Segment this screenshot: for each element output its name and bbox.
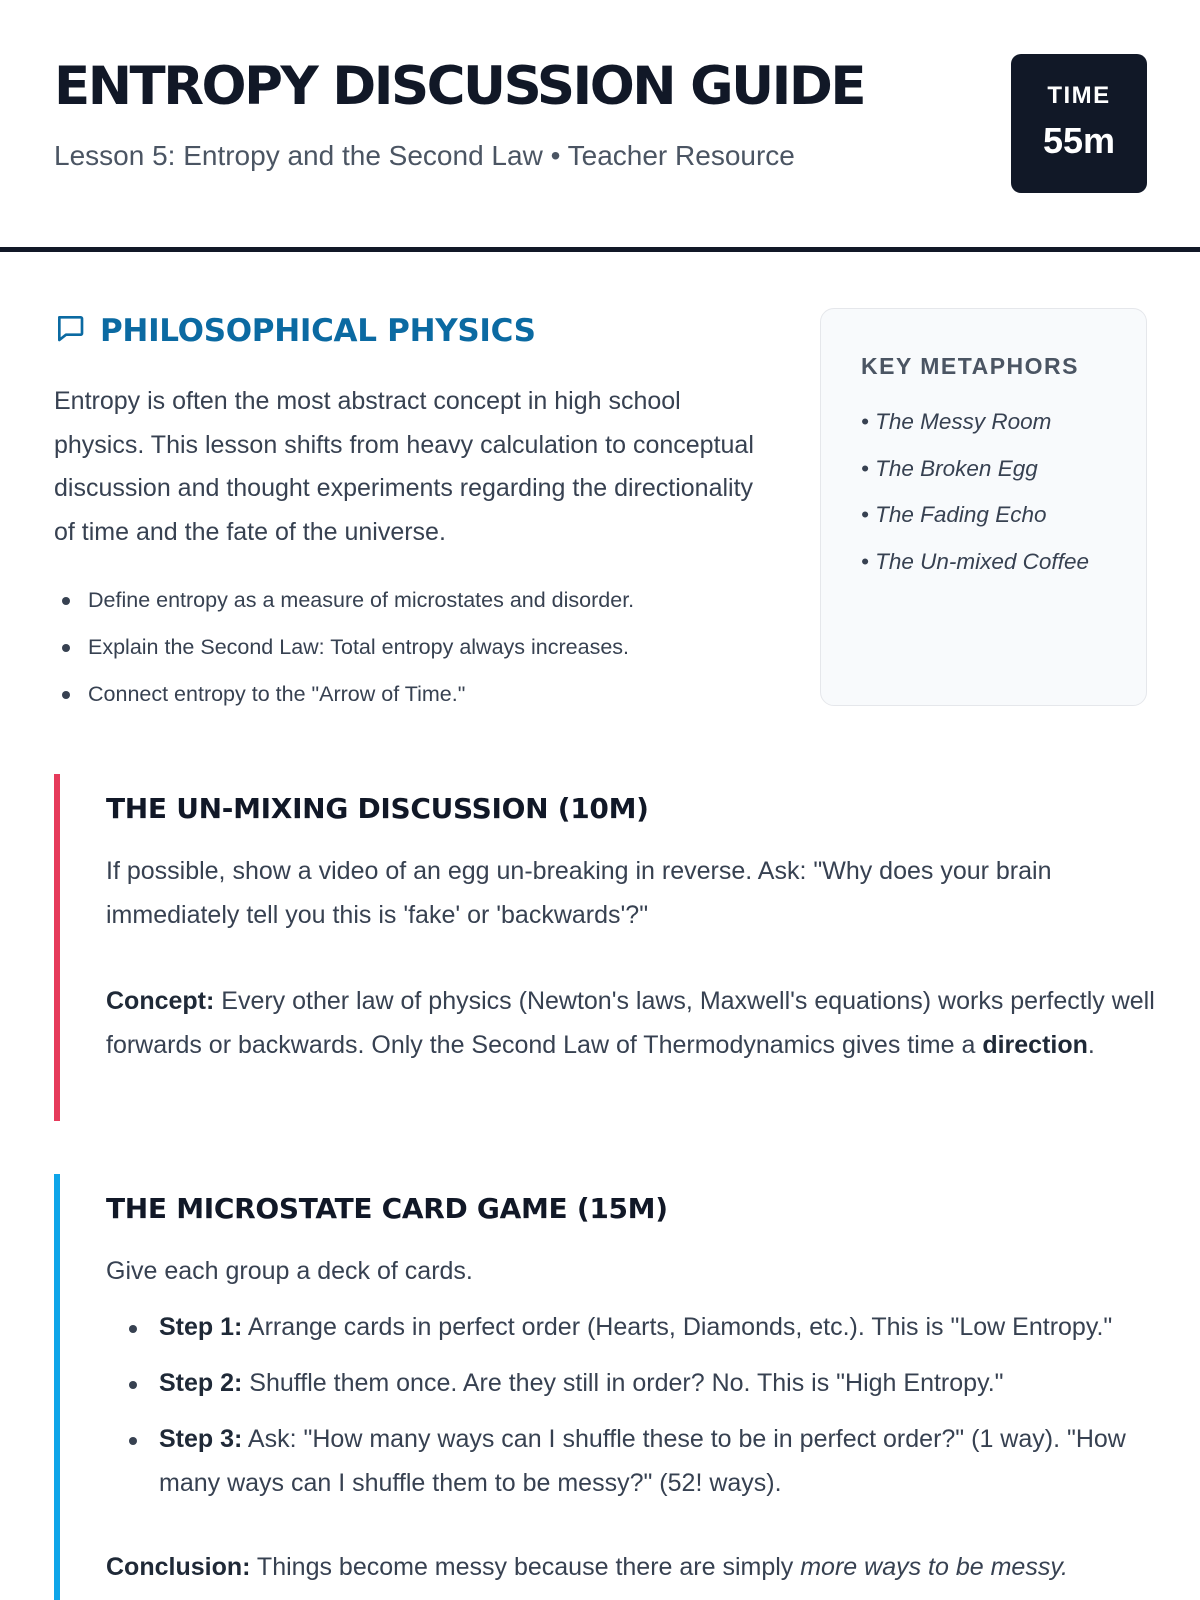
step-text: Ask: "How many ways can I shuffle these to be in perfect order?" (1 way). "How many ways can I shuffle them to be messy?" (52! ways). bbox=[159, 1425, 1126, 1497]
card-paragraph: If possible, show a video of an egg un-breaking in reverse. Ask: "Why does your brain immediately tell you this is 'fake' or 'backwards'?" bbox=[106, 857, 1052, 929]
list-item: Connect entropy to the "Arrow of Time." bbox=[54, 671, 774, 718]
step-label: Step 1: bbox=[159, 1313, 243, 1341]
card-title: THE UN-MIXING DISCUSSION (10M) bbox=[106, 792, 649, 825]
section-title: PHILOSOPHICAL PHYSICS bbox=[100, 312, 536, 349]
list-item: • The Un-mixed Coffee bbox=[861, 549, 1089, 575]
list-item: • The Fading Echo bbox=[861, 502, 1047, 528]
page-subtitle: Lesson 5: Entropy and the Second Law • Teacher Resource bbox=[54, 140, 795, 171]
list-item bbox=[106, 1418, 1160, 1505]
concept-label: Concept: bbox=[106, 987, 215, 1015]
concept-emphasis: direction bbox=[982, 1030, 1088, 1059]
steps-list bbox=[106, 1306, 1160, 1518]
list-item: Explain the Second Law: Total entropy always increases. bbox=[54, 624, 774, 671]
page-header bbox=[0, 0, 1200, 252]
metaphors-list bbox=[861, 399, 1089, 586]
chat-bubble-icon bbox=[54, 312, 86, 349]
list-item bbox=[106, 1362, 1160, 1406]
time-badge bbox=[1011, 54, 1147, 193]
key-metaphors-panel bbox=[820, 308, 1147, 706]
conclusion-emphasis: more ways to be messy. bbox=[800, 1553, 1068, 1581]
objectives-list bbox=[54, 577, 774, 718]
key-metaphors-title: KEY METAPHORS bbox=[861, 353, 1080, 379]
concept-end: . bbox=[1087, 1030, 1095, 1059]
step-text: Shuffle them once. Are they still in order? No. This is "High Entropy." bbox=[242, 1369, 1004, 1397]
card-game-card bbox=[54, 1174, 1154, 1600]
list-item: Define entropy as a measure of microstates and disorder. bbox=[54, 577, 774, 624]
conclusion-label: Conclusion: bbox=[106, 1553, 251, 1581]
concept-text: Every other law of physics (Newton's laws, Maxwell's equations) works perfectly well forwards or backwards. Only the Second Law of Thermodynamics gives time a bbox=[106, 987, 1155, 1059]
step-label: Step 2: bbox=[159, 1369, 243, 1397]
intro-paragraph: Entropy is often the most abstract concept in high school physics. This lesson shifts from heavy calculation to conceptual discussion and thought experiments regarding the directionality of time and the fate of the universe. bbox=[54, 387, 754, 546]
list-item: • The Messy Room bbox=[861, 409, 1052, 434]
time-value: 55m bbox=[1042, 120, 1116, 161]
card-paragraph: Give each group a deck of cards. bbox=[106, 1257, 473, 1285]
concept-paragraph bbox=[106, 980, 1156, 1067]
section-heading bbox=[54, 312, 536, 349]
card-title: THE MICROSTATE CARD GAME (15M) bbox=[106, 1192, 668, 1225]
step-label: Step 3: bbox=[159, 1425, 243, 1453]
list-item: • The Broken Egg bbox=[861, 455, 1038, 481]
unmixing-discussion-card bbox=[54, 774, 1154, 1121]
time-label: TIME bbox=[1047, 82, 1111, 109]
page-title: ENTROPY DISCUSSION GUIDE bbox=[54, 56, 865, 117]
list-item bbox=[106, 1306, 1160, 1350]
conclusion-text: Things become messy because there are simply bbox=[250, 1553, 801, 1581]
conclusion-paragraph bbox=[106, 1546, 1068, 1590]
step-text: Arrange cards in perfect order (Hearts, Diamonds, etc.). This is "Low Entropy." bbox=[242, 1313, 1113, 1341]
